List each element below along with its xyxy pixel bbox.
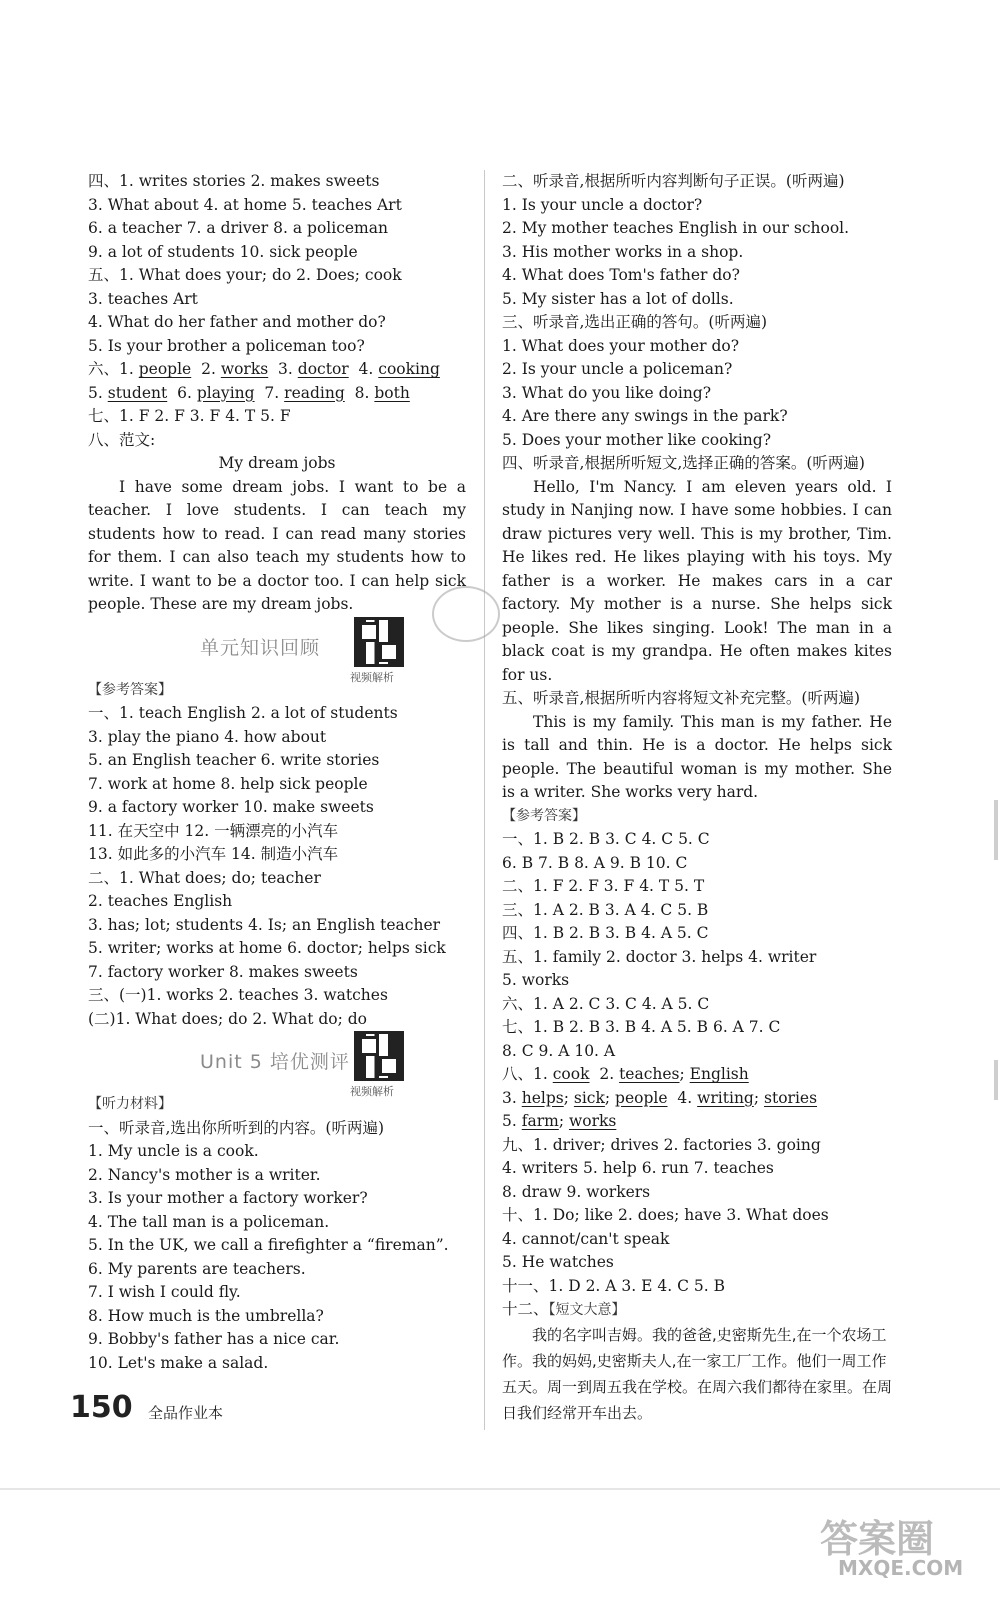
text-line: 5. works — [502, 971, 570, 989]
text-line: 7. work at home 8. help sick people — [88, 774, 368, 793]
underlined-answer: works — [568, 1112, 617, 1130]
text-line: 5. Does your mother like cooking? — [502, 430, 772, 449]
text-line: 7. factory worker 8. makes sweets — [88, 962, 358, 981]
text-line: 4. Are there any swings in the park? — [502, 407, 788, 425]
answer-line-section6-row2 — [88, 382, 466, 406]
item-number: 2. — [201, 360, 216, 378]
item-number: 2. — [599, 1065, 615, 1083]
text-line: 六、1. A 2. C 3. C 4. A 5. C — [502, 994, 710, 1013]
text-line: 2. teaches English — [88, 892, 233, 910]
text-line: 4. The tall man is a policeman. — [88, 1212, 330, 1231]
text-line: 1. My uncle is a cook. — [88, 1142, 259, 1160]
left-column — [88, 170, 466, 1375]
essay-body: I have some dream jobs. I want to be a teacher. I love students. I can teach my students how to read. I can read many stories for them. I can also teach my students how to write. I want to be a doctor too. I can help sick people. These are my dream jobs. — [88, 477, 466, 613]
text-line: 一、1. B 2. B 3. C 4. C 5. C — [502, 830, 710, 848]
text-line: 4. writers 5. help 6. run 7. teaches — [502, 1159, 774, 1177]
text-line: 二、1. F 2. F 3. F 4. T 5. T — [502, 877, 705, 895]
text-line: 七、1. B 2. B 3. B 4. A 5. B 6. A 7. C — [502, 1018, 781, 1036]
edge-mark — [994, 1060, 998, 1100]
right-column — [502, 170, 892, 1426]
item-number: 1. — [119, 360, 134, 378]
text-line: 5. an English teacher 6. write stories — [88, 751, 380, 769]
text-line: 4. What does Tom's father do? — [502, 266, 740, 284]
qr-code-icon — [354, 1031, 404, 1081]
underlined-answer: stories — [764, 1088, 818, 1107]
text-line: 3. has; lot; students 4. Is; an English teacher — [88, 915, 441, 934]
underlined-answer: people — [615, 1088, 668, 1107]
section-title: Unit 5 培优测评 — [200, 1051, 350, 1073]
text-line: 8. How much is the umbrella? — [88, 1306, 324, 1325]
section-prefix: 六、 — [88, 360, 120, 378]
item-number: 3. — [502, 1088, 517, 1107]
text-line: 四、1. writes stories 2. makes sweets — [88, 172, 380, 190]
underlined-answer: farm — [521, 1112, 559, 1130]
text-line: 五、1. family 2. doctor 3. helps 4. writer — [502, 947, 817, 966]
text-line: 5. My sister has a lot of dolls. — [502, 289, 734, 308]
text-line: 2. My mother teaches English in our school. — [502, 219, 850, 237]
listening-passage: This is my family. This man is my father. He is tall and thin. He is a doctor. He helps sick people. The beautiful woman is my mother. She is a writer. She works very hard. — [502, 712, 892, 801]
watermark-url: MXQE.COM — [838, 1556, 964, 1580]
text-line: 6. My parents are teachers. — [88, 1259, 306, 1278]
answer-line-section8-row1: 八、1. cook 2. teaches; English — [502, 1065, 749, 1083]
material-tag: 【听力材料】 — [88, 1096, 172, 1112]
underlined-answer: cook — [552, 1065, 590, 1083]
text-line: 3. What about 4. at home 5. teaches Art — [88, 195, 402, 214]
qr-code-icon — [354, 617, 404, 667]
underlined-answer: works — [220, 360, 269, 378]
item-number: 4. — [677, 1088, 693, 1107]
underlined-answer: people — [138, 360, 192, 378]
item-number: 3. — [278, 360, 293, 378]
underlined-answer: sick — [573, 1088, 605, 1107]
text-line: 3. play the piano 4. how about — [88, 727, 327, 746]
underlined-answer: reading — [284, 383, 345, 402]
chinese-summary: 我的名字叫吉姆。我的爸爸,史密斯先生,在一个农场工作。我的妈妈,史密斯夫人,在一家工厂工作。他们一周工作五天。周一到周五我在学校。在周六我们都待在家里。在周日我们经常开车出去。 — [502, 1325, 893, 1422]
item-number: 5. — [88, 383, 103, 402]
item-number: 5. — [502, 1112, 517, 1130]
item-number: 6. — [177, 383, 192, 402]
text-line: 9. a factory worker 10. make sweets — [88, 798, 374, 816]
answer-tag: 【参考答案】 — [502, 807, 586, 824]
text-line: 6. a teacher 7. a driver 8. a policeman — [88, 219, 388, 237]
summary-tag: 【短文大意】 — [548, 1302, 626, 1318]
underlined-answer: both — [374, 383, 410, 402]
text-line: 9. Bobby's father has a nice car. — [88, 1330, 340, 1348]
text-line: 一、1. teach English 2. a lot of students — [88, 704, 398, 722]
underlined-answer: helps — [521, 1088, 564, 1107]
qr-label: 视频解析 — [350, 670, 394, 684]
text-line: 2. Is your uncle a policeman? — [502, 360, 733, 378]
text-line: 11. 在天空中 12. 一辆漂亮的小汽车 — [88, 821, 339, 840]
watermark-brand: 答案圈 — [820, 1517, 935, 1561]
text-line: 二、听录音,根据所听内容判断句子正误。(听两遍) — [502, 172, 845, 190]
text-line: 四、听录音,根据所听短文,选择正确的答案。(听两遍) — [502, 454, 865, 472]
text-line: 3. What do you like doing? — [502, 383, 712, 402]
text-line: 八、范文: — [88, 430, 156, 449]
text-line: 4. cannot/can't speak — [502, 1229, 670, 1248]
review-section-header — [88, 617, 466, 684]
listening-passage: Hello, I'm Nancy. I am eleven years old. I study in Nanjing now. I have some hobbies. I can draw pictures very well. This is my brother, Tim. He likes red. He likes playing with his toys. My father is a worker. He makes cars in a car factory. My mother is a nurse. She helps sick people. She likes singing. Look! The man in a black coat is my grandpa. He often makes kites for us. — [502, 477, 892, 684]
section-prefix: 八、1. — [502, 1065, 548, 1083]
text-line: 2. Nancy's mother is a writer. — [88, 1165, 321, 1184]
text-line: 8. C 9. A 10. A — [502, 1041, 616, 1060]
text-line: 一、听录音,选出你所听到的内容。(听两遍) — [88, 1118, 385, 1137]
answer-tag: 【参考答案】 — [88, 681, 172, 698]
underlined-answer: cooking — [378, 360, 440, 378]
essay-title: My dream jobs — [218, 454, 336, 472]
text-line: 3. teaches Art — [88, 289, 198, 308]
answer-line-section6-row1 — [88, 358, 466, 382]
text-line: 五、听录音,根据所听内容将短文补充完整。(听两遍) — [502, 689, 861, 707]
underlined-answer: playing — [196, 383, 255, 402]
item-number: 8. — [354, 383, 370, 402]
text-line: 5. In the UK, we call a firefighter a “fireman”. — [88, 1236, 449, 1254]
underlined-answer: English — [689, 1065, 749, 1083]
underlined-answer: teaches — [619, 1065, 680, 1083]
text-line: 三、(一)1. works 2. teaches 3. watches — [88, 986, 388, 1004]
item-number: 7. — [264, 383, 280, 402]
section-title: 单元知识回顾 — [200, 636, 321, 659]
text-line: 8. draw 9. workers — [502, 1182, 651, 1201]
column-divider — [484, 170, 485, 1430]
text-line: 7. I wish I could fly. — [88, 1283, 241, 1301]
text-line: 13. 如此多的小汽车 14. 制造小汽车 — [88, 845, 339, 863]
text-line: 3. Is your mother a factory worker? — [88, 1189, 368, 1207]
text-line: 5. He watches — [502, 1253, 614, 1271]
text-line: 3. His mother works in a shop. — [502, 242, 744, 261]
section12-heading — [502, 1298, 892, 1322]
footer-rule — [0, 1488, 1000, 1490]
text-line: 9. a lot of students 10. sick people — [88, 242, 358, 261]
text-line: 九、1. driver; drives 2. factories 3. going — [502, 1135, 821, 1154]
text-line: 1. Is your uncle a doctor? — [502, 195, 703, 214]
text-line: 十一、1. D 2. A 3. E 4. C 5. B — [502, 1276, 725, 1295]
section-prefix: 十二、 — [502, 1300, 549, 1318]
answer-line-section8-row2: 3. helps; sick; people 4. writing; stories — [502, 1088, 818, 1107]
text-line: 四、1. B 2. B 3. B 4. A 5. C — [502, 924, 709, 942]
text-line: 1. What does your mother do? — [502, 336, 740, 355]
answer-line-section8-row3: 5. farm; works — [502, 1112, 617, 1130]
underlined-answer: doctor — [297, 360, 349, 378]
text-line: 5. Is your brother a policeman too? — [88, 336, 365, 355]
text-line: (二)1. What does; do 2. What do; do — [88, 1009, 368, 1028]
unit-section-header — [88, 1031, 466, 1098]
underlined-answer: writing — [697, 1088, 754, 1107]
stamp-seal — [432, 586, 500, 642]
edge-mark — [994, 800, 998, 860]
text-line: 二、1. What does; do; teacher — [88, 868, 321, 887]
text-line: 七、1. F 2. F 3. F 4. T 5. F — [88, 407, 291, 425]
text-line: 十、1. Do; like 2. does; have 3. What does — [502, 1206, 829, 1224]
text-line: 5. writer; works at home 6. doctor; helps sick — [88, 939, 446, 957]
text-line: 三、1. A 2. B 3. A 4. C 5. B — [502, 900, 709, 919]
underlined-answer: student — [107, 383, 168, 402]
book-name: 全品作业本 — [148, 1404, 224, 1422]
text-line: 10. Let's make a salad. — [88, 1353, 269, 1372]
text-line: 4. What do her father and mother do? — [88, 313, 386, 331]
qr-label: 视频解析 — [350, 1085, 394, 1098]
page-number: 150 — [70, 1390, 133, 1425]
text-line: 三、听录音,选出正确的答句。(听两遍) — [502, 313, 768, 331]
item-number: 4. — [358, 360, 374, 378]
text-line: 五、1. What does your; do 2. Does; cook — [88, 266, 402, 284]
text-line: 6. B 7. B 8. A 9. B 10. C — [502, 853, 688, 872]
